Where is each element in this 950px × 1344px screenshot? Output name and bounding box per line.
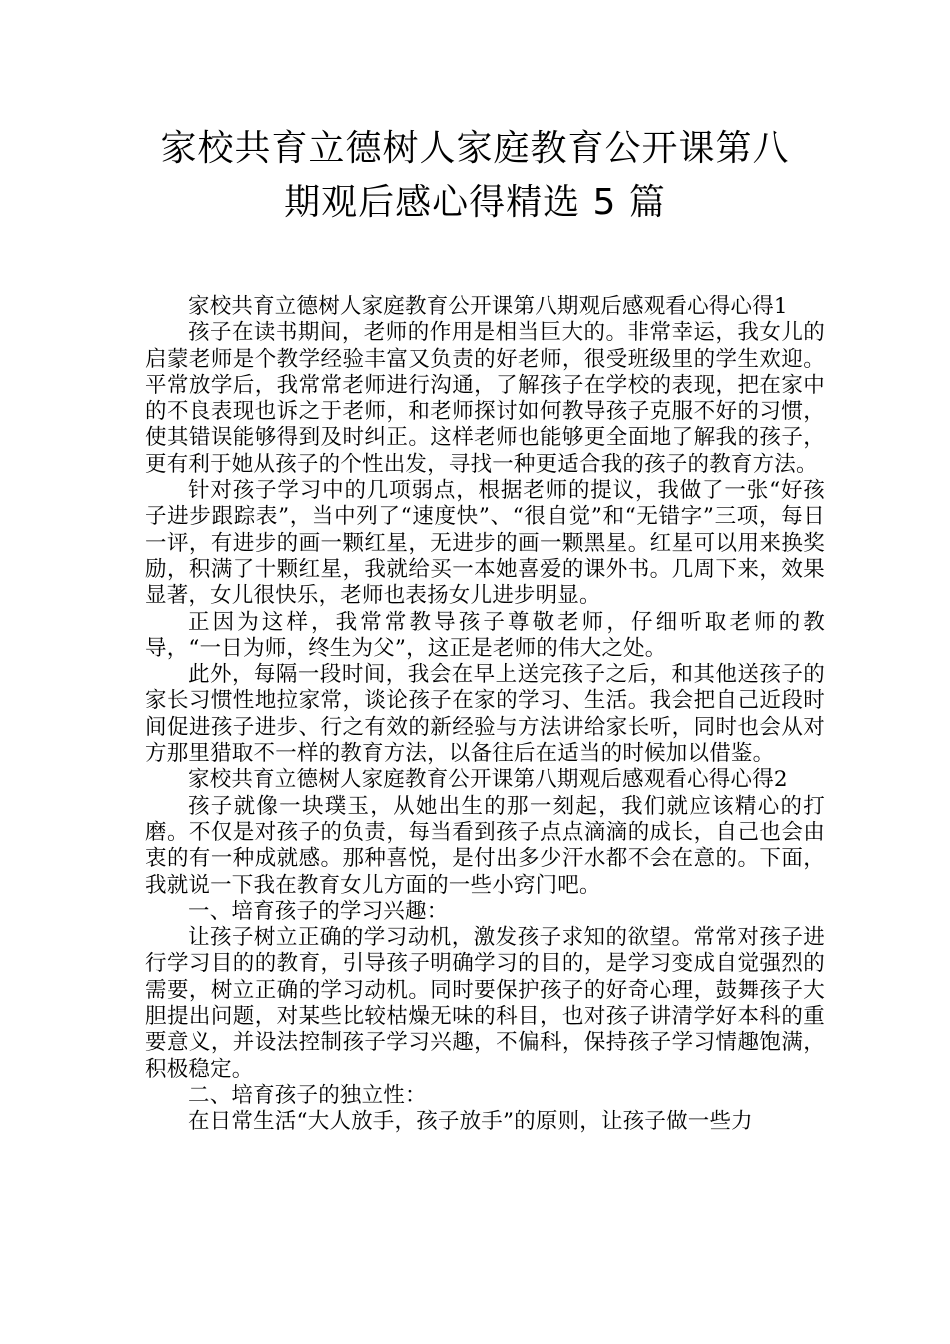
document-title [120, 122, 830, 230]
subheading: 二、培育孩子的独立性： [188, 1082, 427, 1108]
section-heading-1: 家校共育立德树人家庭教育公开课第八期观后感观看心得心得1 [188, 294, 788, 319]
body-paragraph: 针对孩子学习中的几项弱点，根据老师的提议，我做了一张“好孩子进步跟踪表”，当中列了“速度快”、“很自觉”和“无错字”三项，每日一评，有进步的画一颗红星，无进步的画一颗黑星。红星可以用来换奖励，积满了十颗红星，我就给买一本她喜爱的课外书。几周下来，效果显著，女儿很快乐，老师也表扬女儿进步明显。 [145, 478, 825, 609]
title-line-1: 家校共育立德树人家庭教育公开课第八 [160, 128, 790, 169]
title-line-2: 期观后感心得精选 5 篇 [284, 182, 666, 223]
section-heading-2: 家校共育立德树人家庭教育公开课第八期观后感观看心得心得2 [188, 767, 788, 793]
document-body [145, 294, 825, 1136]
subheading: 一、培育孩子的学习兴趣： [188, 898, 449, 924]
body-paragraph: 让孩子树立正确的学习动机，激发孩子求知的欲望。常常对孩子进行学习目的的教育，引导孩子明确学习的目的，是学习变成自觉强烈的需要，树立正确的学习动机。同时要保护孩子的好奇心理，鼓舞孩子大胆提出问题，对某些比较枯燥无味的科目，也对孩子讲清学好本科的重要意义，并设法控制孩子学习兴趣，不偏科，保持孩子学习情趣饱满，积极稳定。 [145, 925, 825, 1082]
body-paragraph: 在日常生活“大人放手，孩子放手”的原则，让孩子做一些力 [188, 1109, 753, 1135]
body-paragraph: 此外，每隔一段时间，我会在早上送完孩子之后，和其他送孩子的家长习惯性地拉家常，谈论孩子在家的学习、生活。我会把自己近段时间促进孩子进步、行之有效的新经验与方法讲给家长听，同时也会从对方那里猎取不一样的教育方法，以备往后在适当的时候加以借鉴。 [145, 662, 825, 767]
body-paragraph: 孩子就像一块璞玉，从她出生的那一刻起，我们就应该精心的打磨。不仅是对孩子的负责，每当看到孩子点点滴滴的成长，自己也会由衷的有一种成就感。那种喜悦，是付出多少汗水都不会在意的。下面，我就说一下我在教育女儿方面的一些小窍门吧。 [145, 793, 825, 898]
body-paragraph: 孩子在读书期间，老师的作用是相当巨大的。非常幸运，我女儿的启蒙老师是个教学经验丰富又负责的好老师，很受班级里的学生欢迎。平常放学后，我常常老师进行沟通，了解孩子在学校的表现，把在家中的不良表现也诉之于老师，和老师探讨如何教导孩子克服不好的习惯，使其错误能够得到及时纠正。这样老师也能够更全面地了解我的孩子，更有利于她从孩子的个性出发，寻找一种更适合我的孩子的教育方法。 [145, 320, 825, 477]
body-paragraph: 正因为这样，我常常教导孩子尊敬老师，仔细听取老师的教导，“一日为师，终生为父”，这正是老师的伟大之处。 [145, 609, 825, 661]
